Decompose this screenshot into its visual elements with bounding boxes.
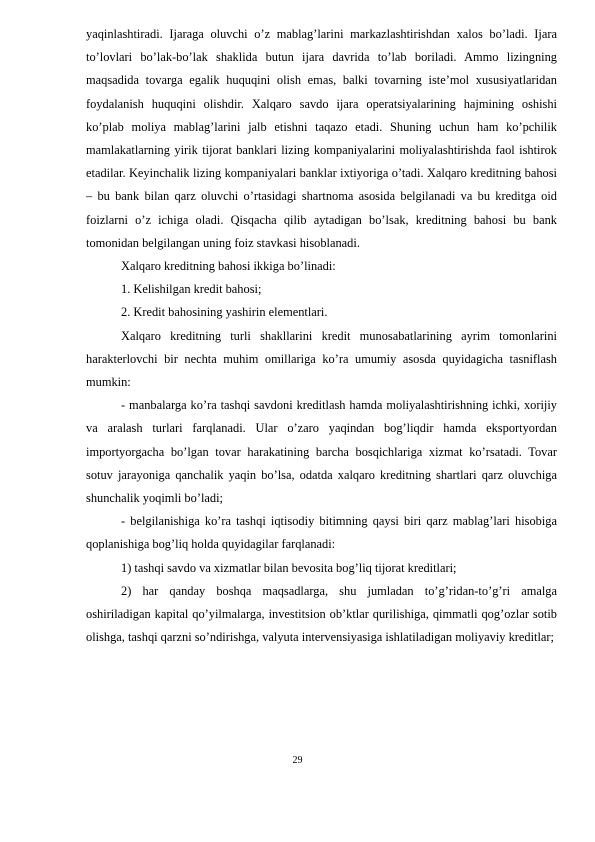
paragraph-classification: Xalqaro kreditning turli shakllarini kredit munosabatlarining ayrim tomonlarini harakterlovchi bir nechta muhim omillariga ko’ra umumiy asosda quyidagicha tasniflash mumkin:: [86, 328, 557, 390]
paragraph-by-sources: - manbalarga ko’ra tashqi savdoni kreditlash hamda moliyalashtirishning ichki, xorijiy va aralash turlari farqlanadi. Ular o’zaro yaqindan bog’liqdir hamda eksportyordan importyorgacha bo’lgan tovar harakatining barcha bosqichlariga xizmat ko’rsatadi. Tovar sotuv jarayoniga qanchalik yaqin bo’lsa, odatda xalqaro kreditning shartlari qarz oluvchiga shunchalik yoqimli bo’ladi;: [86, 398, 557, 506]
list-item-commercial-credits: 1) tashqi savdo va xizmatlar bilan bevosita bog’liq tijorat kreditlari;: [121, 560, 457, 575]
list-item-financial-credits: 2) har qanday boshqa maqsadlarga, shu jumladan to’g’ridan-to’g’ri amalga oshiriladigan kapital qo’yilmalarga, investitsion ob’ktlar qurilishiga, qimmatli qog’ozlar sotib olishga, tashqi qarzni so’ndirishga, valyuta intervensiyasiga ishlatiladigan moliyaviy kreditlar;: [86, 583, 557, 645]
paragraph-by-purpose: - belgilanishiga ko’ra tashqi iqtisodiy bitimning qaysi biri qarz mablag’lari hisobiga qoplanishiga bog’liq holda quyidagilar farqlanadi:: [86, 514, 557, 552]
page-number: 29: [292, 755, 303, 766]
list-item-agreed-price: 1. Kelishilgan kredit bahosi;: [121, 282, 262, 297]
paragraph-price-division: Xalqaro kreditning bahosi ikkiga bo’linadi:: [121, 259, 336, 274]
paragraph-leasing-credit-price: yaqinlashtiradi. Ijaraga oluvchi o’z mablag’larini markazlashtirishdan xalos bo’ladi. Ijara to’lovlari bo’lak-bo’lak shaklida butun ijara davrida to’lab boriladi. Ammo lizingning maqsadida tovarga egalik huquqini olish emas, balki tovarning iste’mol xususiyatlaridan foydalanish huquqini olishdir. Xalqaro savdo ijara operatsiyalarining hajmining oshishi ko’plab moliya mablag’larini jalb etishni taqazo etadi. Shuning uchun ham ko’pchilik mamlakatlarning yirik tijorat banklari lizing kompaniyalarini moliyalashtirishda faol ishtirok etadilar. Keyinchalik lizing kompaniyalari banklar ixtiyoriga o’tadi. Xalqaro kreditning bahosi – bu bank bilan qarz oluvchi o’rtasidagi shartnoma asosida belgilanadi va bu kreditga oid foizlarni o’z ichiga oladi. Qisqacha qilib aytadigan bo’lsak, kreditning bahosi bu bank tomonidan belgilangan uning foiz stavkasi hisoblanadi.: [86, 27, 557, 250]
list-item-hidden-elements: 2. Kredit bahosining yashirin elementlari.: [121, 305, 328, 320]
document-body: [86, 23, 557, 649]
